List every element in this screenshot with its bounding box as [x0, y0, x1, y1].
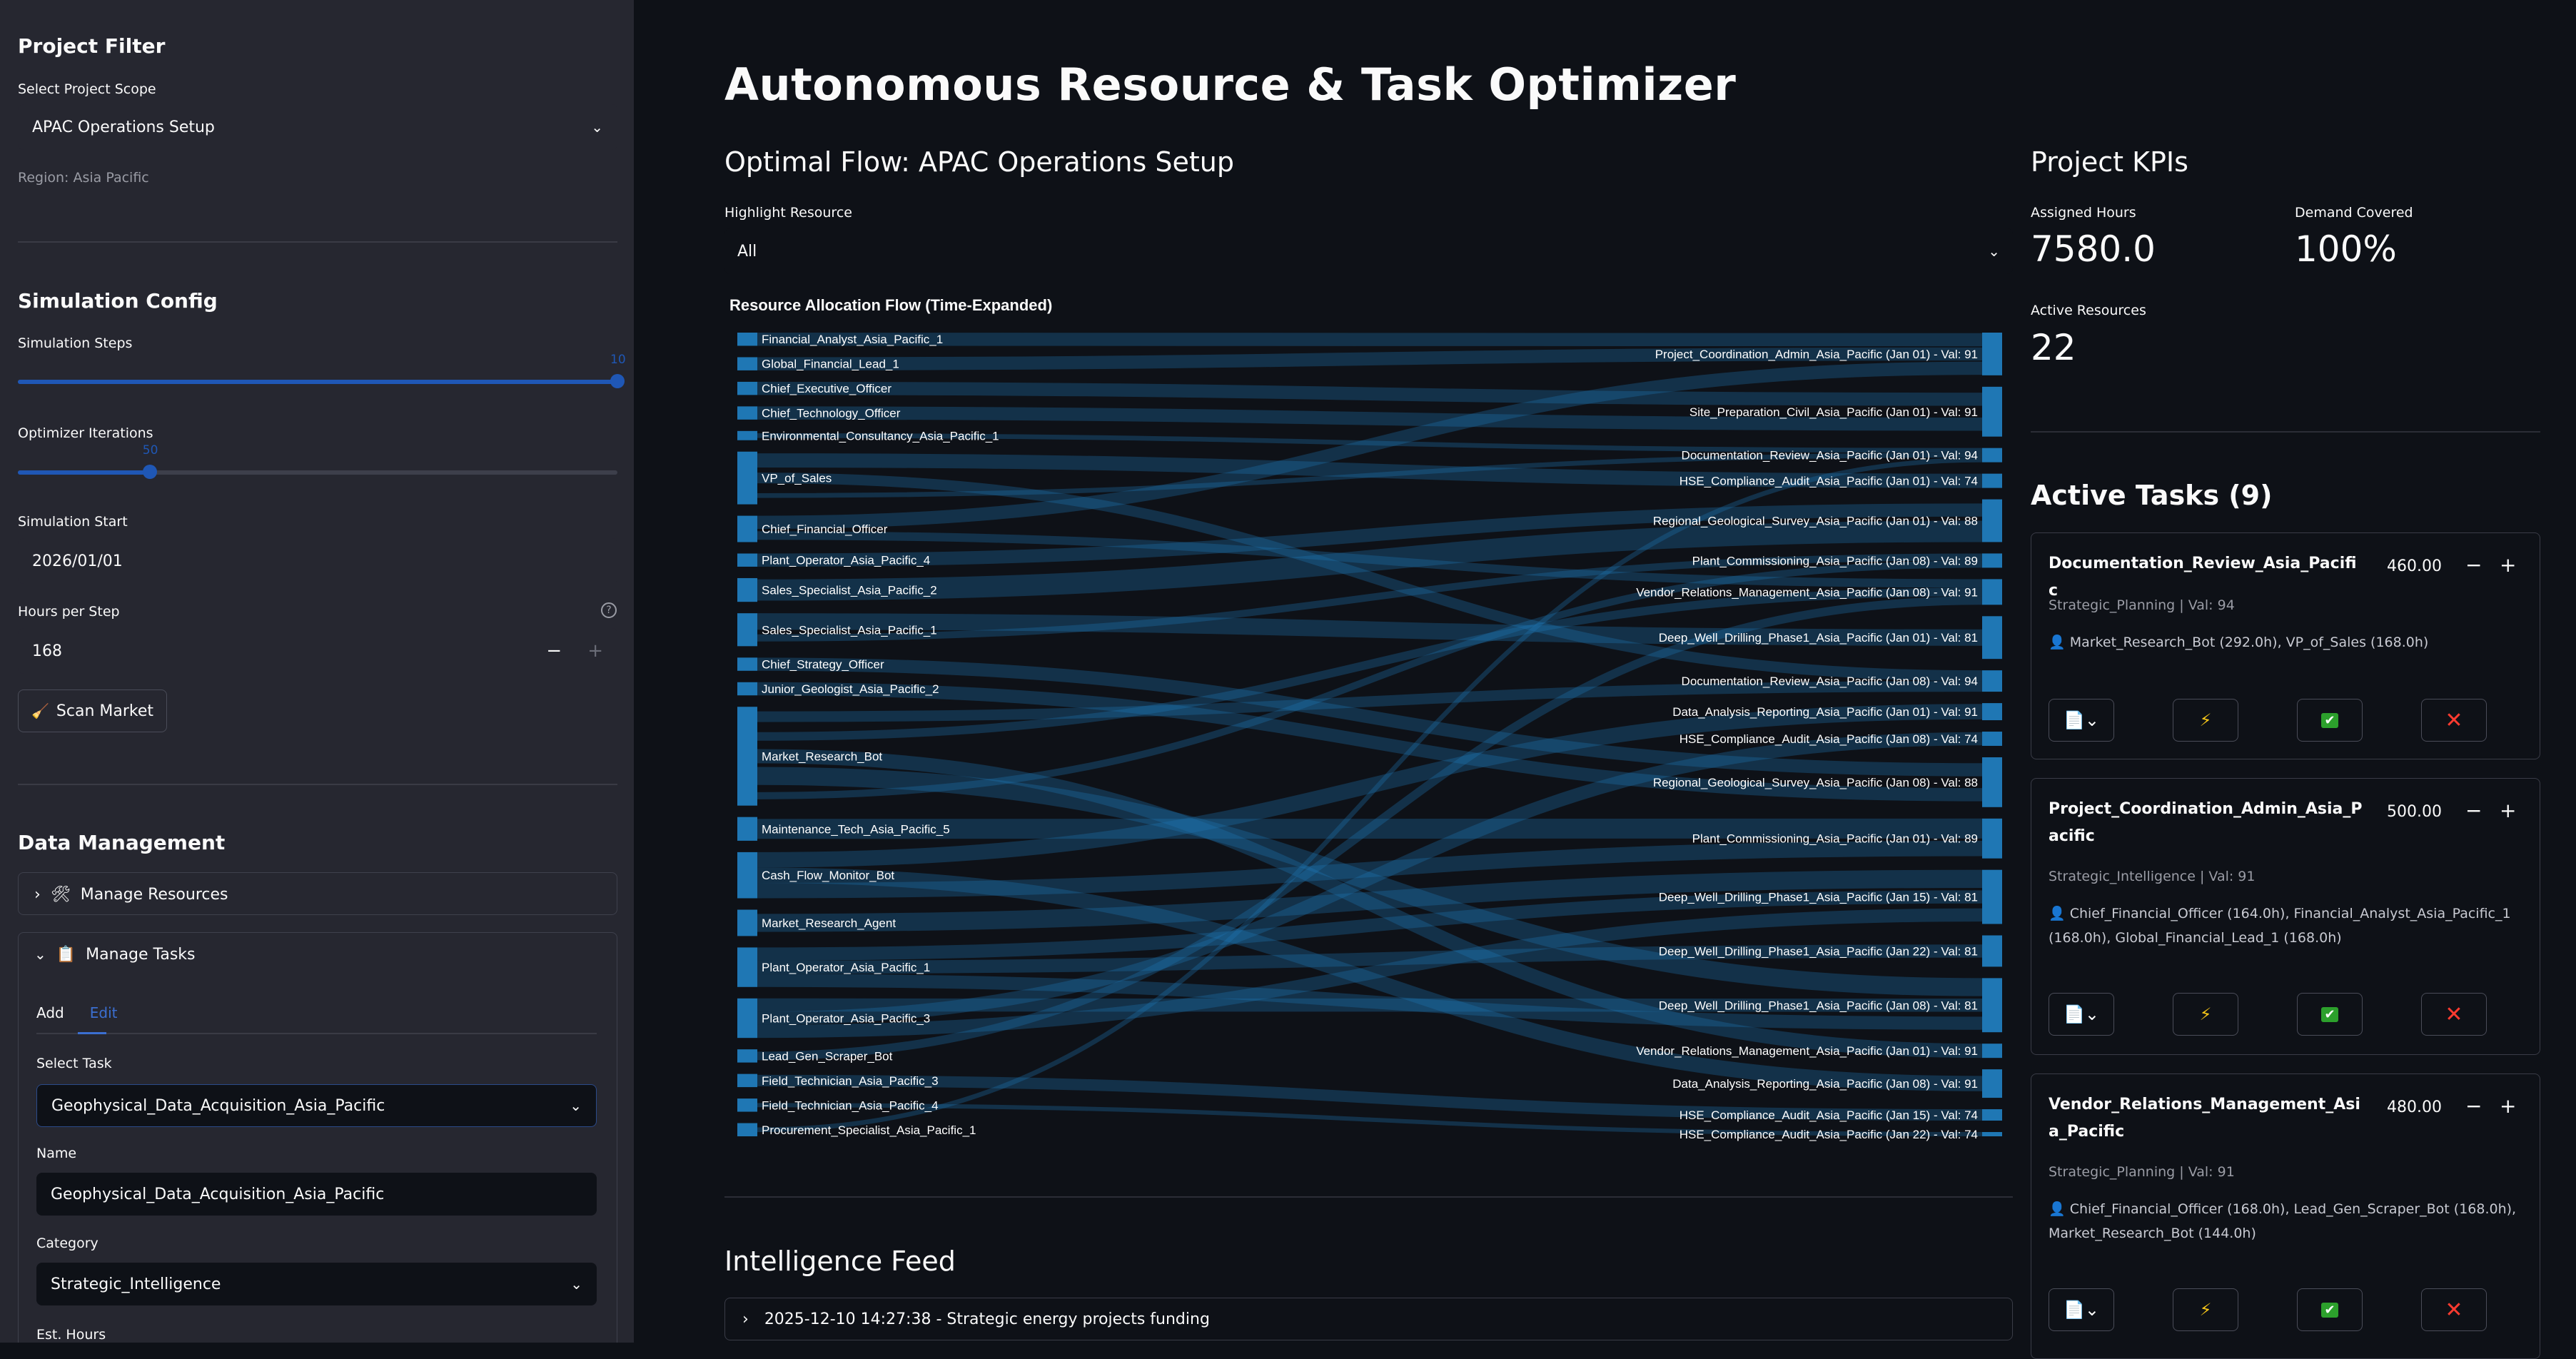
chevron-right-icon: ›: [742, 1310, 749, 1328]
feed-item-label: 2025-12-10 14:27:38 - Strategic energy projects funding: [764, 1310, 1210, 1328]
sankey-node-label: HSE_Compliance_Audit_Asia_Pacific (Jan 08) - Val: 74: [1680, 732, 1978, 746]
task-complete-button[interactable]: [2297, 1288, 2363, 1331]
chevron-right-icon: ›: [34, 886, 41, 904]
active-resources-label: Active Resources: [2031, 303, 2146, 318]
feed-heading: Intelligence Feed: [724, 1246, 956, 1277]
sankey-node[interactable]: [1982, 579, 2002, 605]
sankey-node[interactable]: [737, 910, 757, 936]
kpi-divider: [2031, 431, 2540, 433]
sankey-node-label: Data_Analysis_Reporting_Asia_Pacific (Jan 08) - Val: 91: [1672, 1077, 1978, 1091]
manage-resources-expander[interactable]: [18, 872, 617, 915]
sankey-node[interactable]: [737, 682, 757, 695]
sankey-node[interactable]: [1982, 1069, 2002, 1098]
task-delete-button[interactable]: [2421, 699, 2487, 742]
tab-underline: [36, 1033, 597, 1034]
sidebar-divider: [18, 241, 617, 243]
sankey-node-label: Field_Technician_Asia_Pacific_4: [762, 1098, 939, 1112]
decrement-icon[interactable]: −: [2465, 553, 2482, 577]
task-optimize-button[interactable]: [2173, 1288, 2238, 1331]
lightning-icon: ⚡: [2200, 710, 2212, 730]
sankey-node[interactable]: [737, 406, 757, 419]
assigned-hours-value: 7580.0: [2031, 228, 2156, 270]
lightning-icon: ⚡: [2200, 1004, 2212, 1024]
sankey-node[interactable]: [737, 333, 757, 345]
demand-covered-label: Demand Covered: [2295, 205, 2413, 221]
sankey-node[interactable]: [737, 613, 757, 646]
document-icon: 📄⌄: [2064, 1300, 2099, 1320]
kpi-heading: Project KPIs: [2031, 146, 2188, 178]
scope-label: Select Project Scope: [18, 81, 156, 97]
sankey-node-label: Data_Analysis_Reporting_Asia_Pacific (Jan 01) - Val: 91: [1672, 705, 1978, 719]
sankey-node[interactable]: [1982, 474, 2002, 488]
hours-per-step-label: Hours per Step: [18, 604, 120, 620]
sankey-node[interactable]: [737, 1123, 757, 1136]
sankey-node-label: Chief_Financial_Officer: [762, 522, 888, 536]
iterations-slider-value: 50: [143, 443, 158, 458]
sankey-node[interactable]: [1982, 616, 2002, 659]
close-icon: ✕: [2445, 1002, 2463, 1027]
sankey-node[interactable]: [737, 431, 757, 440]
sankey-node-label: Deep_Well_Drilling_Phase1_Asia_Pacific (Jan 08) - Val: 81: [1659, 999, 1978, 1012]
sankey-node-label: Field_Technician_Asia_Pacific_3: [762, 1074, 939, 1088]
tab-add[interactable]: Add: [36, 1004, 64, 1021]
scope-select-value: APAC Operations Setup: [32, 118, 215, 136]
task-hours-value[interactable]: 460.00: [2387, 557, 2442, 575]
sankey-node[interactable]: [1982, 333, 2002, 375]
task-assigned-text: Chief_Financial_Officer (164.0h), Financial_Analyst_Asia_Pacific_1 (168.0h), Global_Financial_Lead_1 (168.0h): [2049, 906, 2511, 946]
scan-market-label: Scan Market: [56, 702, 153, 720]
sankey-node-label: Plant_Operator_Asia_Pacific_1: [762, 961, 930, 974]
name-value: Geophysical_Data_Acquisition_Asia_Pacific: [51, 1186, 384, 1203]
demand-covered-value: 100%: [2295, 228, 2397, 270]
sankey-node[interactable]: [1982, 703, 2002, 720]
sankey-node-label: Financial_Analyst_Asia_Pacific_1: [762, 333, 943, 346]
increment-icon[interactable]: +: [587, 640, 603, 662]
check-icon: ✔: [2321, 1007, 2338, 1022]
lightning-icon: ⚡: [2200, 1300, 2212, 1320]
sankey-node[interactable]: [737, 1049, 757, 1062]
sankey-node-label: Deep_Well_Drilling_Phase1_Asia_Pacific (Jan 15) - Val: 81: [1659, 891, 1978, 904]
task-hours-value[interactable]: 500.00: [2387, 803, 2442, 821]
task-menu-button[interactable]: [2049, 993, 2114, 1036]
sankey-node-label: Chief_Technology_Officer: [762, 407, 901, 420]
highlight-value: All: [737, 243, 757, 261]
sankey-node[interactable]: [1982, 1044, 2002, 1058]
scan-market-button[interactable]: [18, 689, 167, 732]
sidebar-divider-2: [18, 784, 617, 785]
task-meta: Strategic_Planning | Val: 91: [2049, 1164, 2235, 1180]
sankey-node[interactable]: [737, 657, 757, 670]
task-assigned-text: Market_Research_Bot (292.0h), VP_of_Sales (168.0h): [2070, 635, 2429, 650]
active-tasks-heading: Active Tasks (9): [2031, 480, 2272, 511]
sankey-node-label: Deep_Well_Drilling_Phase1_Asia_Pacific (Jan 22) - Val: 81: [1659, 944, 1978, 958]
sankey-node-label: VP_of_Sales: [762, 472, 832, 485]
region-caption: Region: Asia Pacific: [18, 170, 149, 186]
manage-resources-label: Manage Resources: [81, 886, 228, 904]
category-value: Strategic_Intelligence: [51, 1275, 221, 1293]
task-name: Documentation_Review_Asia_Pacific: [2049, 550, 2363, 605]
data-management-heading: Data Management: [18, 831, 225, 854]
sankey-node[interactable]: [737, 852, 757, 899]
scope-select[interactable]: [18, 104, 617, 150]
sankey-node-label: HSE_Compliance_Audit_Asia_Pacific (Jan 22) - Val: 74: [1680, 1128, 1978, 1141]
sankey-node[interactable]: [1982, 757, 2002, 807]
select-task-value: Geophysical_Data_Acquisition_Asia_Pacific: [51, 1097, 385, 1115]
sankey-node-label: Cash_Flow_Monitor_Bot: [762, 869, 894, 882]
sankey-node-label: Sales_Specialist_Asia_Pacific_2: [762, 584, 937, 597]
assigned-hours-label: Assigned Hours: [2031, 205, 2136, 221]
steps-slider-value: 10: [610, 353, 626, 367]
est-hours-label: Est. Hours: [36, 1327, 106, 1343]
flow-heading: Optimal Flow: APAC Operations Setup: [724, 146, 1234, 178]
task-hours-value[interactable]: 480.00: [2387, 1098, 2442, 1116]
sankey-node[interactable]: [737, 516, 757, 542]
sankey-node-label: Plant_Operator_Asia_Pacific_3: [762, 1011, 930, 1025]
sankey-node[interactable]: [1982, 978, 2002, 1032]
task-card: [2031, 778, 2540, 1055]
sankey-node[interactable]: [1982, 870, 2002, 924]
steps-slider-fill: [18, 380, 617, 384]
chevron-down-icon: ⌄: [570, 1097, 582, 1114]
increment-icon[interactable]: +: [2500, 799, 2516, 822]
sankey-node[interactable]: [737, 578, 757, 602]
active-resources-value: 22: [2031, 327, 2076, 368]
sankey-node[interactable]: [1982, 448, 2002, 463]
chart-title: Resource Allocation Flow (Time-Expanded): [729, 296, 1052, 314]
decrement-icon[interactable]: −: [546, 640, 562, 662]
start-label: Simulation Start: [18, 514, 128, 530]
project-filter-heading: Project Filter: [18, 34, 165, 58]
help-icon[interactable]: ?: [601, 602, 617, 618]
sankey-node[interactable]: [1982, 387, 2002, 437]
sankey-node-label: HSE_Compliance_Audit_Asia_Pacific (Jan 15) - Val: 74: [1680, 1108, 1978, 1122]
task-assigned: [2049, 630, 2520, 655]
sankey-node-label: Lead_Gen_Scraper_Bot: [762, 1049, 893, 1063]
sankey-node-label: Site_Preparation_Civil_Asia_Pacific (Jan 01) - Val: 91: [1689, 405, 1978, 419]
steps-slider-thumb[interactable]: [610, 374, 625, 388]
sankey-node-label: Vendor_Relations_Management_Asia_Pacific (Jan 08) - Val: 91: [1636, 585, 1978, 599]
sankey-node[interactable]: [737, 817, 757, 841]
sankey-node[interactable]: [737, 1098, 757, 1111]
simulation-heading: Simulation Config: [18, 289, 218, 313]
page-title: Autonomous Resource & Task Optimizer: [724, 59, 1736, 111]
task-name: Vendor_Relations_Management_Asia_Pacific: [2049, 1091, 2363, 1146]
name-label: Name: [36, 1146, 76, 1161]
chevron-down-icon: ⌄: [1988, 243, 2000, 260]
sankey-node-label: Global_Financial_Lead_1: [762, 358, 899, 371]
sankey-node-label: Chief_Executive_Officer: [762, 382, 892, 395]
manage-tasks-label: Manage Tasks: [86, 946, 195, 964]
sankey-node-label: Market_Research_Bot: [762, 749, 882, 763]
task-meta: Strategic_Intelligence | Val: 91: [2049, 869, 2255, 884]
task-card: [2031, 1073, 2540, 1359]
sankey-node-label: Documentation_Review_Asia_Pacific (Jan 01) - Val: 94: [1682, 449, 1978, 463]
person-icon: 👤: [2049, 1201, 2070, 1217]
highlight-select[interactable]: [724, 228, 2013, 274]
sankey-node[interactable]: [737, 999, 757, 1038]
task-meta: Strategic_Planning | Val: 94: [2049, 597, 2235, 613]
sankey-node-label: HSE_Compliance_Audit_Asia_Pacific (Jan 01) - Val: 74: [1680, 475, 1978, 488]
task-name: Project_Coordination_Admin_Asia_Pacific: [2049, 796, 2363, 850]
task-optimize-button[interactable]: [2173, 699, 2238, 742]
sankey-node[interactable]: [1982, 935, 2002, 966]
task-menu-button[interactable]: [2049, 699, 2114, 742]
sankey-node[interactable]: [1982, 732, 2002, 746]
sankey-node-label: Deep_Well_Drilling_Phase1_Asia_Pacific (Jan 01) - Val: 81: [1659, 631, 1978, 645]
category-select[interactable]: [36, 1263, 597, 1305]
chevron-down-icon: ⌄: [591, 118, 603, 136]
sankey-node[interactable]: [737, 707, 757, 805]
task-optimize-button[interactable]: [2173, 993, 2238, 1036]
task-card: [2031, 532, 2540, 759]
task-assigned: [2049, 1197, 2520, 1246]
check-icon: ✔: [2321, 713, 2338, 728]
sankey-node[interactable]: [1982, 1109, 2002, 1121]
sankey-node-label: Plant_Operator_Asia_Pacific_4: [762, 554, 930, 567]
sankey-node-label: Regional_Geological_Survey_Asia_Pacific (Jan 08) - Val: 88: [1653, 776, 1978, 789]
person-icon: 👤: [2049, 635, 2070, 650]
iterations-slider-fill: [18, 470, 150, 475]
decrement-icon[interactable]: −: [2465, 799, 2482, 822]
section-divider: [724, 1196, 2013, 1198]
hours-per-step-input[interactable]: [18, 628, 617, 674]
sankey-node-label: Junior_Geologist_Asia_Pacific_2: [762, 682, 939, 696]
sankey-node[interactable]: [1982, 500, 2002, 542]
check-icon: ✔: [2321, 1303, 2338, 1318]
sankey-node[interactable]: [737, 947, 757, 986]
sankey-node[interactable]: [1982, 1132, 2002, 1136]
task-assigned-text: Chief_Financial_Officer (168.0h), Lead_Gen_Scraper_Bot (168.0h), Market_Research_Bot (144.0h): [2049, 1201, 2516, 1241]
steps-label: Simulation Steps: [18, 335, 132, 351]
start-date-value: 2026/01/01: [32, 552, 123, 570]
iterations-slider-thumb[interactable]: [143, 465, 157, 479]
sankey-node[interactable]: [737, 357, 757, 370]
chevron-down-icon: ⌄: [570, 1275, 582, 1293]
tab-edit[interactable]: Edit: [90, 1004, 118, 1021]
iterations-slider[interactable]: [18, 470, 617, 475]
tab-indicator: [78, 1032, 106, 1034]
select-task-select[interactable]: [36, 1084, 597, 1127]
feed-item-expander[interactable]: [724, 1298, 2013, 1340]
tools-icon: 🛠: [51, 886, 71, 904]
clipboard-icon: 📋: [56, 946, 76, 964]
sankey-node-label: Plant_Commissioning_Asia_Pacific (Jan 01) - Val: 89: [1692, 832, 1978, 846]
name-input[interactable]: [36, 1173, 597, 1216]
sankey-chart: [724, 286, 2013, 1153]
document-icon: 📄⌄: [2064, 710, 2099, 730]
sankey-node[interactable]: [737, 554, 757, 567]
sankey-node[interactable]: [737, 452, 757, 505]
sankey-node-label: Market_Research_Agent: [762, 916, 896, 930]
task-complete-button[interactable]: [2297, 699, 2363, 742]
sankey-node-label: Procurement_Specialist_Asia_Pacific_1: [762, 1123, 976, 1137]
manage-tasks-header[interactable]: [19, 933, 617, 976]
sankey-node-label: Project_Coordination_Admin_Asia_Pacific (Jan 01) - Val: 91: [1655, 348, 1978, 361]
start-date-input[interactable]: [18, 538, 617, 584]
sankey-node-label: Chief_Strategy_Officer: [762, 658, 884, 672]
steps-slider[interactable]: [18, 380, 617, 384]
task-delete-button[interactable]: [2421, 993, 2487, 1036]
task-delete-button[interactable]: [2421, 1288, 2487, 1331]
iterations-label: Optimizer Iterations: [18, 425, 153, 441]
sankey-node[interactable]: [1982, 670, 2002, 692]
sankey-node[interactable]: [737, 382, 757, 395]
sankey-node[interactable]: [1982, 819, 2002, 859]
highlight-label: Highlight Resource: [724, 205, 852, 221]
sankey-node-label: Documentation_Review_Asia_Pacific (Jan 08) - Val: 94: [1682, 675, 1978, 688]
select-task-label: Select Task: [36, 1056, 112, 1071]
increment-icon[interactable]: +: [2500, 553, 2516, 577]
close-icon: ✕: [2445, 1298, 2463, 1323]
sidebar: [0, 0, 634, 1343]
sankey-node-label: Regional_Geological_Survey_Asia_Pacific (Jan 01) - Val: 88: [1653, 515, 1978, 528]
decrement-icon[interactable]: −: [2465, 1094, 2482, 1118]
increment-icon[interactable]: +: [2500, 1094, 2516, 1118]
sankey-node-label: Vendor_Relations_Management_Asia_Pacific (Jan 01) - Val: 91: [1636, 1044, 1978, 1058]
task-complete-button[interactable]: [2297, 993, 2363, 1036]
task-menu-button[interactable]: [2049, 1288, 2114, 1331]
sankey-node-label: Maintenance_Tech_Asia_Pacific_5: [762, 822, 950, 836]
sankey-link: [757, 388, 1982, 399]
sankey-node-label: Plant_Commissioning_Asia_Pacific (Jan 08) - Val: 89: [1692, 554, 1978, 567]
sankey-node-label: Environmental_Consultancy_Asia_Pacific_1: [762, 429, 999, 443]
sankey-node[interactable]: [737, 1074, 757, 1087]
sankey-node[interactable]: [1982, 553, 2002, 567]
broom-icon: 🧹: [31, 702, 49, 719]
hours-per-step-value: 168: [32, 642, 62, 660]
person-icon: 👤: [2049, 906, 2070, 921]
chevron-down-icon: ⌄: [34, 946, 46, 963]
category-label: Category: [36, 1236, 99, 1251]
manage-tasks-expander: [18, 932, 617, 1343]
document-icon: 📄⌄: [2064, 1004, 2099, 1024]
task-assigned: [2049, 901, 2520, 950]
sankey-node-label: Sales_Specialist_Asia_Pacific_1: [762, 623, 937, 637]
close-icon: ✕: [2445, 708, 2463, 733]
